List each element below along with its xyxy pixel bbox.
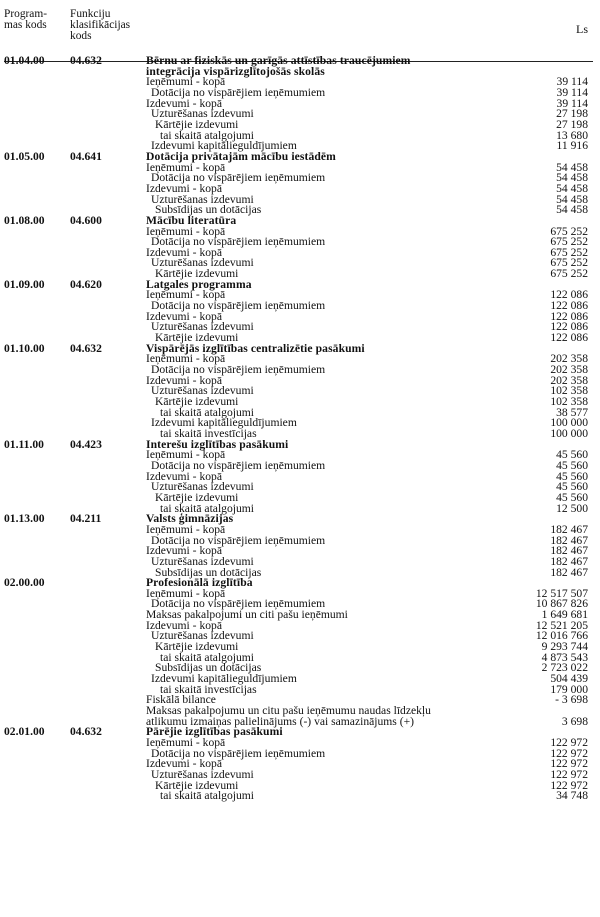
amount-value: 27 198: [556, 107, 588, 121]
line-description: Izdevumi - kopā: [146, 618, 222, 632]
amount-value: 45 560: [556, 458, 588, 472]
amount-value: 122 972: [550, 757, 588, 771]
line-description: Izdevumi kapitālieguldījumiem: [151, 416, 297, 430]
line-description: Izdevumi kapitālieguldījumiem: [151, 672, 297, 686]
amount-value: 182 467: [550, 565, 588, 579]
budget-line-row: [0, 642, 600, 653]
amount-value: 122 086: [550, 331, 588, 345]
line-description: Izdevumi - kopā: [146, 544, 222, 558]
function-code: 04.211: [70, 512, 102, 526]
line-description: Izdevumi - kopā: [146, 373, 222, 387]
line-description: Kārtējie izdevumi: [155, 640, 239, 654]
budget-line-row: [0, 418, 600, 429]
line-description: Ieņēmumi - kopā: [146, 75, 226, 89]
function-code: 04.620: [70, 277, 102, 291]
line-description: Izdevumi - kopā: [146, 469, 222, 483]
budget-line-row: [0, 610, 600, 621]
amount-value: 504 439: [550, 672, 588, 686]
line-description: Ieņēmumi - kopā: [146, 736, 226, 749]
budget-line-row: [0, 322, 600, 333]
budget-line-row: [0, 192, 600, 206]
program-heading-row: [0, 213, 600, 227]
budget-line-row: [0, 245, 600, 259]
line-description: tai skaitā atalgojumi: [160, 405, 255, 419]
amount-value: 34 748: [556, 789, 588, 803]
amount-value: 675 252: [550, 224, 588, 238]
line-description: Ieņēmumi - kopā: [146, 522, 226, 536]
amount-value: 122 972: [550, 736, 588, 749]
line-description: tai skaitā investīcijas: [160, 682, 257, 696]
amount-value: 4 873 543: [541, 650, 588, 664]
amount-value: 179 000: [550, 682, 588, 696]
line-description: Maksas pakalpojumu un citu pašu ieņēmumu naudas līdzekļu: [146, 704, 431, 718]
line-description: Uzturēšanas izdevumi: [151, 320, 254, 334]
program-code: 02.01.00: [4, 725, 45, 739]
function-code-header-line: Funkciju: [70, 8, 111, 20]
line-description: Subsīdijas un dotācijas: [155, 661, 262, 675]
amount-value: 675 252: [550, 245, 588, 259]
program-heading-row: [0, 727, 600, 738]
amount-value: 122 086: [550, 288, 588, 302]
line-description: Izdevumi - kopā: [146, 245, 222, 259]
amount-value: 54 458: [556, 192, 588, 206]
program-heading-row: [0, 64, 600, 78]
program-code: 01.08.00: [4, 213, 45, 227]
program-title: Pārējie izglītības pasākumi: [146, 725, 283, 739]
line-description: tai skaitā atalgojumi: [160, 501, 255, 515]
line-description: tai skaitā atalgojumi: [160, 650, 255, 664]
budget-line-row: [0, 674, 600, 685]
budget-table-body: [0, 56, 600, 802]
amount-value: 13 680: [556, 128, 588, 142]
amount-value: 38 577: [556, 405, 588, 419]
amount-value: 9 293 744: [541, 640, 588, 654]
line-description: Dotācija no vispārējiem ieņēmumiem: [151, 533, 326, 547]
line-description: Uzturēšanas izdevumi: [151, 256, 254, 270]
program-heading-row: [0, 514, 600, 525]
program-code-header: [4, 9, 64, 31]
budget-line-row: [0, 546, 600, 557]
amount-value: 122 972: [550, 767, 588, 781]
amount-value: 54 458: [556, 203, 588, 217]
budget-line-row: [0, 181, 600, 195]
line-description: Subsīdijas un dotācijas: [155, 203, 262, 217]
line-description: tai skaitā investīcijas: [160, 426, 257, 440]
amount-value: 202 358: [550, 363, 588, 377]
amount-value: 182 467: [550, 533, 588, 547]
amount-value: 12 016 766: [535, 629, 588, 643]
line-description: Uzturēšanas izdevumi: [151, 384, 254, 398]
currency-unit-header: Ls: [576, 22, 588, 36]
line-description: Uzturēšanas izdevumi: [151, 767, 254, 781]
program-heading-row: [0, 578, 600, 589]
line-description: Dotācija no vispārējiem ieņēmumiem: [151, 597, 326, 611]
program-title: integrācija vispārizglītojošās skolās: [146, 64, 325, 78]
amount-value: 122 086: [550, 309, 588, 323]
program-title: Profesionālā izglītība: [146, 576, 253, 590]
line-description: Dotācija no vispārējiem ieņēmumiem: [151, 363, 326, 377]
budget-line-row: [0, 309, 600, 323]
budget-line-row: [0, 237, 600, 248]
budget-line-row: [0, 565, 600, 579]
line-description: Maksas pakalpojumi un citi pašu ieņēmumi: [146, 608, 348, 622]
line-description: Kārtējie izdevumi: [155, 331, 239, 345]
amount-value: 39 114: [556, 75, 588, 89]
budget-line-row: [0, 96, 600, 110]
program-code: 01.09.00: [4, 277, 45, 291]
line-description: Izdevumi - kopā: [146, 96, 222, 110]
budget-line-row: [0, 301, 600, 312]
amount-value: 1 649 681: [541, 608, 588, 622]
program-title: Bērnu ar fiziskās un garīgās attīstības traucējumiem: [146, 54, 411, 67]
amount-value: 54 458: [556, 160, 588, 174]
program-title: Mācību literatūra: [146, 213, 237, 227]
amount-value: 122 972: [550, 778, 588, 792]
amount-value: 10 867 826: [535, 597, 588, 611]
budget-line-row: [0, 663, 600, 674]
function-code: 04.600: [70, 213, 102, 227]
program-code-header-line: Program-: [4, 8, 48, 20]
budget-line-row: [0, 791, 600, 802]
function-code-header: [70, 9, 145, 42]
budget-line-row: [0, 554, 600, 568]
amount-value: 100 000: [550, 416, 588, 430]
budget-line-row: [0, 85, 600, 99]
line-description: Ieņēmumi - kopā: [146, 448, 226, 462]
line-description: Kārtējie izdevumi: [155, 267, 239, 281]
function-code: 04.632: [70, 725, 102, 739]
program-code: 01.13.00: [4, 512, 45, 526]
line-description: Uzturēšanas izdevumi: [151, 629, 254, 643]
budget-line-row: [0, 128, 600, 142]
line-description: Uzturēšanas izdevumi: [151, 554, 254, 568]
line-description: Ieņēmumi - kopā: [146, 224, 226, 238]
line-description: tai skaitā atalgojumi: [160, 789, 255, 803]
budget-line-row: [0, 458, 600, 472]
amount-value: 122 972: [550, 746, 588, 760]
budget-line-row: [0, 258, 600, 269]
amount-value: 45 560: [556, 448, 588, 462]
line-description: Ieņēmumi - kopā: [146, 160, 226, 174]
budget-line-row: [0, 117, 600, 131]
budget-line-row: [0, 482, 600, 493]
amount-value: 202 358: [550, 352, 588, 366]
line-description: Uzturēšanas izdevumi: [151, 192, 254, 206]
amount-value: 102 358: [550, 395, 588, 408]
amount-value: 182 467: [550, 554, 588, 568]
function-code: 04.423: [70, 437, 102, 451]
line-description: Izdevumi - kopā: [146, 309, 222, 323]
budget-line-row: [0, 778, 600, 792]
line-description: Dotācija no vispārējiem ieņēmumiem: [151, 299, 326, 313]
budget-line-row: [0, 397, 600, 408]
amount-value: 45 560: [556, 480, 588, 494]
amount-value: 102 358: [550, 384, 588, 398]
program-code: 01.04.00: [4, 54, 45, 67]
amount-value: 11 916: [556, 139, 588, 153]
budget-line-row: [0, 767, 600, 781]
program-heading-row: [0, 149, 600, 163]
line-description: Kārtējie izdevumi: [155, 490, 239, 504]
amount-value: 54 458: [556, 181, 588, 195]
amount-value: 182 467: [550, 522, 588, 536]
amount-value: 2 723 022: [541, 661, 588, 675]
amount-value: 45 560: [556, 490, 588, 504]
function-code-header-line: klasifikācijas: [70, 19, 131, 31]
line-description: Kārtējie izdevumi: [155, 395, 239, 408]
program-heading-row: [0, 277, 600, 291]
line-description: Dotācija no vispārējiem ieņēmumiem: [151, 171, 326, 185]
line-description: Izdevumi - kopā: [146, 181, 222, 195]
program-code: 01.11.00: [4, 437, 44, 451]
budget-line-row: [0, 365, 600, 376]
line-description: Ieņēmumi - kopā: [146, 288, 226, 302]
program-code-header-line: mas kods: [4, 19, 47, 31]
line-description: Subsīdijas un dotācijas: [155, 565, 262, 579]
program-code: 01.10.00: [4, 341, 45, 355]
line-description: atlikumu izmaiņas palielinājums (-) vai samazinājums (+): [146, 714, 414, 728]
program-heading-row: [0, 341, 600, 355]
budget-line-row: [0, 386, 600, 397]
program-title: Dotācija privātajām mācību iestādēm: [146, 149, 336, 163]
line-description: Uzturēšanas izdevumi: [151, 480, 254, 494]
line-description: Ieņēmumi - kopā: [146, 586, 226, 600]
budget-line-row: [0, 469, 600, 483]
budget-line-row: [0, 759, 600, 770]
amount-value: 202 358: [550, 373, 588, 387]
amount-value: 675 252: [550, 267, 588, 281]
line-description: Kārtējie izdevumi: [155, 117, 239, 131]
program-code: 02.00.00: [4, 576, 45, 590]
function-code: 04.632: [70, 341, 102, 355]
budget-line-row: [0, 533, 600, 547]
function-code: 04.641: [70, 149, 102, 163]
budget-line-row: [0, 746, 600, 760]
line-description: Izdevumi kapitālieguldījumiem: [151, 139, 297, 153]
budget-line-row: [0, 173, 600, 184]
program-title: Interešu izglītības pasākumi: [146, 437, 289, 451]
amount-value: 122 086: [550, 320, 588, 334]
line-description: Ieņēmumi - kopā: [146, 352, 226, 366]
program-title: Latgales programma: [146, 277, 252, 291]
budget-line-row: [0, 618, 600, 632]
program-heading-row: [0, 437, 600, 451]
budget-line-row: [0, 373, 600, 387]
amount-value: 122 086: [550, 299, 588, 313]
line-description: Dotācija no vispārējiem ieņēmumiem: [151, 85, 326, 99]
line-description: Izdevumi - kopā: [146, 757, 222, 771]
amount-value: 39 114: [556, 96, 588, 110]
budget-line-row: [0, 490, 600, 504]
program-title: Valsts ģimnāzijas: [146, 512, 234, 526]
function-code-header-line: kods: [70, 30, 92, 42]
amount-value: 675 252: [550, 256, 588, 270]
budget-line-row: [0, 682, 600, 696]
amount-value: 45 560: [556, 469, 588, 483]
amount-value: 12 521 205: [535, 618, 588, 632]
amount-value: 3 698: [561, 714, 588, 728]
function-code: 04.632: [70, 54, 102, 67]
line-description: Fiskālā bilance: [146, 693, 216, 707]
line-description: tai skaitā atalgojumi: [160, 128, 255, 142]
amount-value: - 3 698: [555, 693, 588, 707]
budget-line-row: [0, 650, 600, 664]
amount-value: 675 252: [550, 235, 588, 249]
amount-value: 12 517 507: [535, 586, 588, 600]
line-description: Dotācija no vispārējiem ieņēmumiem: [151, 235, 326, 249]
line-description: Kārtējie izdevumi: [155, 778, 239, 792]
program-title: Vispārējās izglītības centralizētie pasākumi: [146, 341, 365, 355]
line-description: Uzturēšanas izdevumi: [151, 107, 254, 121]
budget-line-row: [0, 631, 600, 642]
line-description: Dotācija no vispārējiem ieņēmumiem: [151, 458, 326, 472]
budget-line-row: [0, 405, 600, 419]
amount-value: 182 467: [550, 544, 588, 558]
amount-value: 54 458: [556, 171, 588, 185]
amount-value: 27 198: [556, 117, 588, 131]
table-header: [0, 8, 600, 56]
program-code: 01.05.00: [4, 149, 45, 163]
budget-line-row: [0, 109, 600, 120]
amount-value: 12 500: [556, 501, 588, 515]
amount-value: 39 114: [556, 85, 588, 99]
amount-value: 100 000: [550, 426, 588, 440]
line-description: Dotācija no vispārējiem ieņēmumiem: [151, 746, 326, 760]
